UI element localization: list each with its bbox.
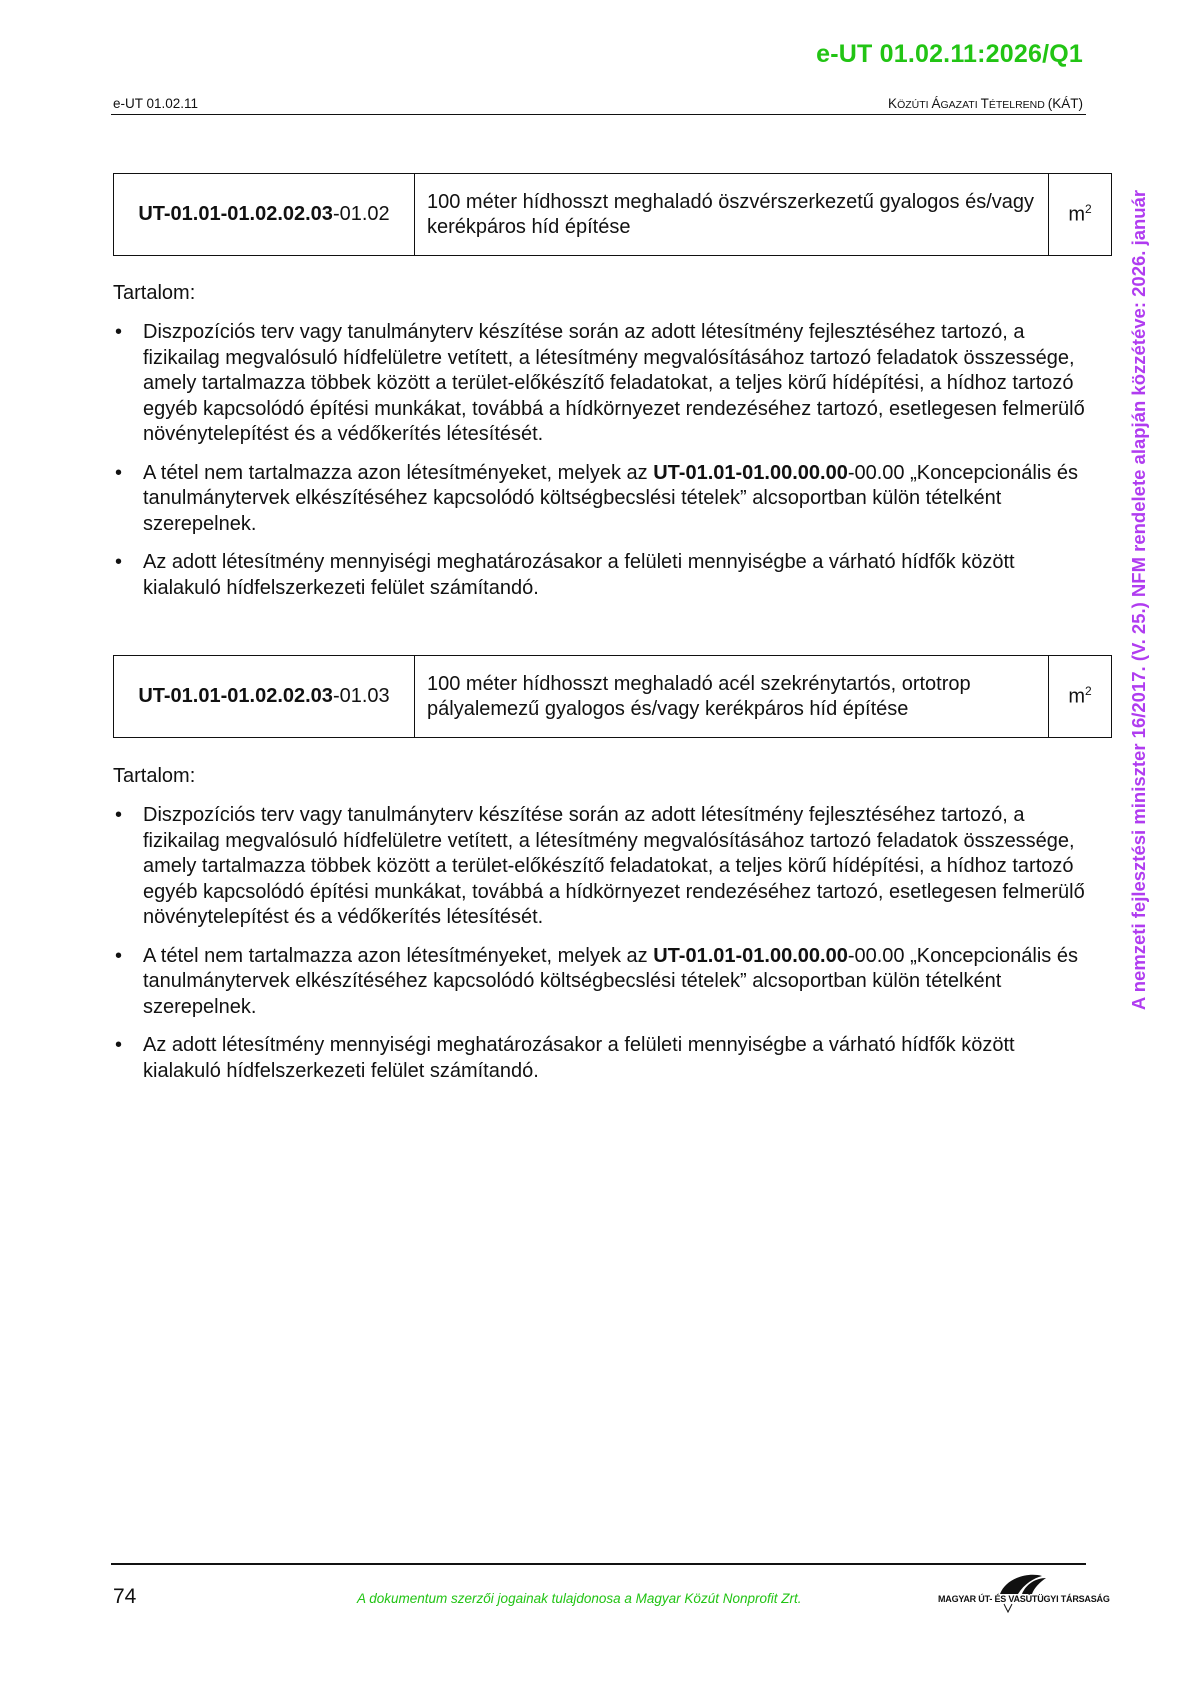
item-code-bold: UT-01.01-01.02.02.03 bbox=[138, 685, 333, 707]
bullet-icon: • bbox=[115, 551, 123, 573]
header-right bbox=[888, 96, 1083, 111]
header-right-part: (KÁT) bbox=[1047, 96, 1083, 111]
list-item bbox=[113, 320, 1093, 448]
document-code: e-UT 01.02.11:2026/Q1 bbox=[816, 40, 1083, 68]
item-description: 100 méter hídhosszt meghaladó öszvérszerkezetű gyalogos és/vagy kerékpáros híd építése bbox=[415, 174, 1049, 256]
reference-code-suffix: -00.00 bbox=[847, 944, 905, 967]
item-description: 100 méter hídhosszt meghaladó acél szekrénytartós, ortotrop pályalemezű gyalogos és/vagy kerékpáros híd építése bbox=[415, 656, 1049, 738]
publication-side-note: A nemzeti fejlesztési miniszter 16/2017. (V. 25.) NFM rendelete alapján közzétéve: 2026. január bbox=[1128, 189, 1149, 1011]
item-row bbox=[114, 174, 1112, 256]
unit-base: m bbox=[1068, 203, 1085, 226]
item-code-suffix: -01.03 bbox=[332, 685, 390, 707]
header-right-part: GAZATI bbox=[940, 99, 981, 111]
list-item bbox=[113, 550, 1093, 601]
content-list bbox=[113, 803, 1093, 1097]
bullet-icon: • bbox=[115, 1034, 123, 1056]
content-label: Tartalom: bbox=[113, 282, 196, 304]
list-item bbox=[113, 1033, 1093, 1084]
item-code bbox=[114, 174, 415, 256]
bullet-icon: • bbox=[115, 321, 123, 343]
list-item-text: „Koncepcionális és tanulmánytervek elkészítéséhez kapcsolódó költségbecslési tételek” alcsoportban külön tételként szerepelnek. bbox=[143, 944, 1078, 1018]
item-row bbox=[114, 656, 1112, 738]
item-code-suffix: -01.02 bbox=[332, 203, 390, 225]
header-left: e-UT 01.02.11 bbox=[113, 96, 199, 111]
footer-divider bbox=[111, 1563, 1086, 1565]
list-item-text: A tétel nem tartalmazza azon létesítményeket, melyek az bbox=[143, 944, 654, 967]
header-right-part: ÖZÚTI bbox=[897, 99, 932, 111]
page-number: 74 bbox=[113, 1585, 137, 1608]
list-item-text: Az adott létesítmény mennyiségi meghatározásakor a felületi mennyiségbe a várható hídfők között kialakuló hídfelszerkezeti felület számítandó. bbox=[143, 551, 1015, 599]
header-right-part: K bbox=[888, 96, 898, 111]
society-logo bbox=[938, 1570, 1110, 1618]
item-unit bbox=[1049, 174, 1112, 256]
header-right-part: Á bbox=[931, 96, 941, 111]
reference-code-bold: UT-01.01-01.00.00.00 bbox=[653, 461, 848, 484]
item-code-bold: UT-01.01-01.02.02.03 bbox=[138, 203, 333, 225]
bullet-icon: • bbox=[115, 944, 123, 967]
header-divider bbox=[111, 114, 1086, 115]
content-label: Tartalom: bbox=[113, 765, 196, 787]
header-right-part: ÉTELREND bbox=[988, 99, 1048, 111]
list-item-text: „Koncepcionális és tanulmánytervek elkészítéséhez kapcsolódó költségbecslési tételek” alcsoportban külön tételként szerepelnek. bbox=[143, 461, 1078, 535]
list-item bbox=[113, 944, 1093, 1021]
unit-base: m bbox=[1068, 685, 1085, 708]
item-table bbox=[113, 173, 1112, 256]
list-item-text: Az adott létesítmény mennyiségi meghatározásakor a felületi mennyiségbe a várható hídfők között kialakuló hídfelszerkezeti felület számítandó. bbox=[143, 1034, 1015, 1082]
header-right-part: T bbox=[980, 96, 989, 111]
content-list bbox=[113, 320, 1093, 614]
bullet-icon: • bbox=[115, 461, 123, 484]
reference-code-suffix: -00.00 bbox=[847, 461, 905, 484]
list-item bbox=[113, 803, 1093, 931]
item-unit bbox=[1049, 656, 1112, 738]
item-table bbox=[113, 655, 1112, 738]
logo-text: MAGYAR ÚT- ÉS VASÚTÜGYI TÁRSASÁG bbox=[938, 1594, 1110, 1604]
list-item-text: Diszpozíciós terv vagy tanulmányterv készítése során az adott létesítmény fejlesztéséhez tartozó, a fizikailag megvalósuló hídfelületre vetített, a létesítmény megvalósításához tartozó feladatok összessége, amely tartalmazza többek között a terület-előkészítő feladatokat, a teljes körű hídépítési, a hídhoz tartozó egyéb kapcsolódó építési munkákat, továbbá a hídkörnyezet rendezéséhez tartozó, esetlegesen felmerülő növénytelepítést és a védőkerítés létesítését. bbox=[143, 321, 1085, 445]
list-item bbox=[113, 461, 1093, 538]
item-code bbox=[114, 656, 415, 738]
reference-code-bold: UT-01.01-01.00.00.00 bbox=[653, 944, 848, 967]
unit-exponent: 2 bbox=[1084, 202, 1092, 217]
bullet-icon: • bbox=[115, 804, 123, 826]
list-item-text: A tétel nem tartalmazza azon létesítményeket, melyek az bbox=[143, 461, 654, 484]
list-item-text: Diszpozíciós terv vagy tanulmányterv készítése során az adott létesítmény fejlesztéséhez tartozó, a fizikailag megvalósuló hídfelületre vetített, a létesítmény megvalósításához tartozó feladatok összessége, amely tartalmazza többek között a terület-előkészítő feladatokat, a teljes körű hídépítési, a hídhoz tartozó egyéb kapcsolódó építési munkákat, továbbá a hídkörnyezet rendezéséhez tartozó, esetlegesen felmerülő növénytelepítést és a védőkerítés létesítését. bbox=[143, 804, 1085, 928]
unit-exponent: 2 bbox=[1084, 684, 1092, 699]
copyright-notice: A dokumentum szerzői jogainak tulajdonosa a Magyar Közút Nonprofit Zrt. bbox=[357, 1591, 802, 1606]
